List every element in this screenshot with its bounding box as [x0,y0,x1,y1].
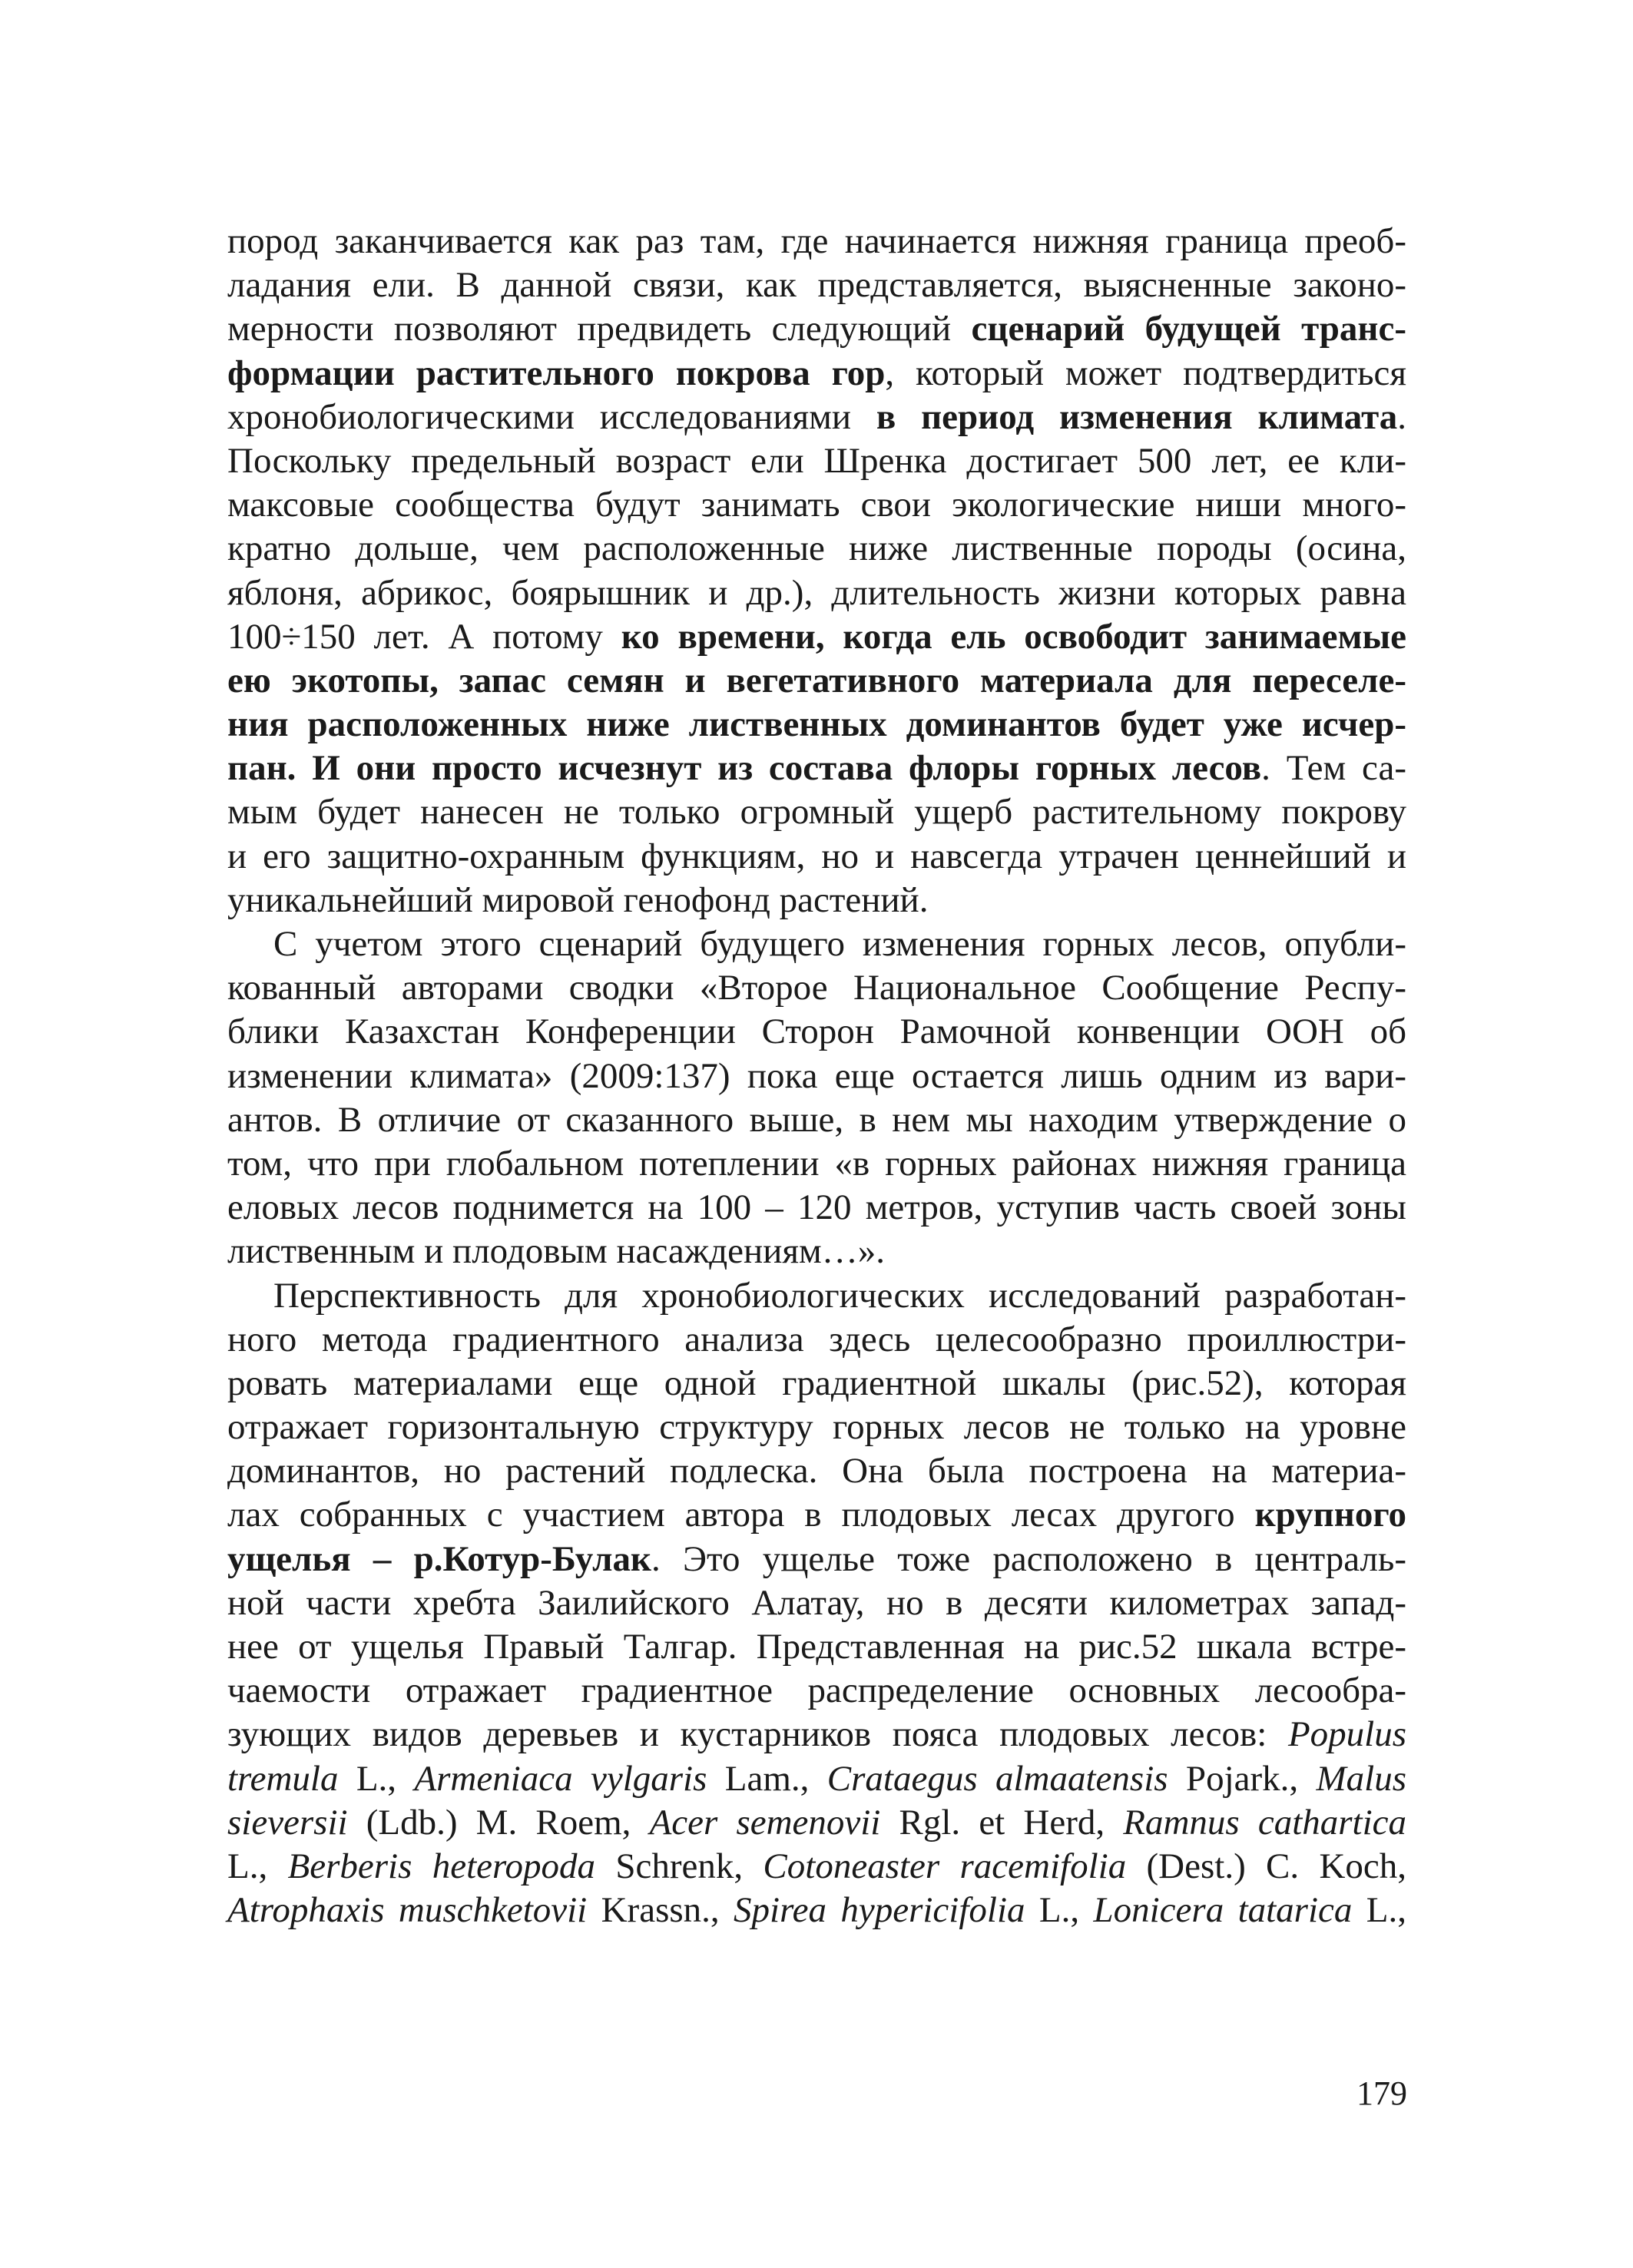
paragraph-first-line [227,922,1406,966]
text-run: отражает горизонтальную структуру горных лесов не только на уровне [227,1407,1406,1448]
text-line [227,220,1406,263]
text-run: Поскольку предельный возраст ели Шренка достигает 500 лет, ее кли- [227,440,1406,481]
italic-text: Populus [1287,1714,1406,1755]
text-run: 100÷150 лет. А потому [227,616,621,657]
text-line [227,1010,1406,1054]
text-line [227,703,1406,747]
bold-text: пан. И они просто исчезнут из состава флоры горных лесов [227,748,1262,789]
text-line [227,1493,1406,1537]
text-line [227,483,1406,527]
text-line [227,1142,1406,1186]
text-run: С учетом этого сценарий будущего изменения горных лесов, опубли- [273,924,1406,964]
text-run: Pojark., [1168,1758,1317,1799]
text-run: уникальнейший мировой генофонд растений. [227,879,929,920]
text-run: (Dest.) C. Koch, [1126,1846,1406,1886]
paragraph-first-line [227,1274,1406,1318]
text-run: ровать материалами еще одной градиентной шкалы (рис.52), которая [227,1362,1406,1403]
text-line [227,1405,1406,1449]
text-line [227,1362,1406,1405]
bold-text: крупного [1254,1495,1406,1535]
text-line [227,1713,1406,1756]
text-line [227,1889,1406,1932]
text-line [227,1581,1406,1625]
italic-text: Berberis heteropoda [287,1846,596,1886]
italic-text: Malus [1316,1758,1406,1799]
italic-text: Acer semenovii [649,1802,881,1843]
text-run: Lam., [707,1758,827,1799]
text-run: ной части хребта Заилийского Алатау, но в десяти километрах запад- [227,1582,1406,1623]
italic-text: sieversii [227,1802,348,1843]
italic-text: Atrophaxis muschketovii [227,1890,588,1931]
bold-text: ею экотопы, запас семян и вегетативного материала для переселе- [227,660,1406,700]
text-run: еловых лесов поднимется на 100 – 120 метров, уступив часть своей зоны [227,1187,1406,1228]
text-line [227,1055,1406,1098]
italic-text: Lonicera tatarica [1093,1890,1353,1931]
bold-text: ущелья – р.Котур-Булак [227,1538,652,1579]
text-run: (Ldb.) M. Roem, [347,1802,650,1843]
bold-text: формации растительного покрова гор [227,353,886,393]
text-run: изменении климата» (2009:137) пока еще остается лишь одним из вари- [227,1055,1406,1096]
text-run: лиственным и плодовым насаждениям…». [227,1231,885,1272]
text-run: Schrenk, [595,1846,764,1886]
bold-text: ния расположенных ниже лиственных доминантов будет уже исчер- [227,704,1406,745]
text-run: Krassn., [587,1890,734,1931]
body-text [227,220,1406,1932]
text-run: том, что при глобальном потеплении «в горных районах нижняя граница [227,1143,1406,1184]
text-line [227,352,1406,396]
text-run: блики Казахстан Конференции Сторон Рамочной конвенции ООН об [227,1011,1406,1052]
text-line [227,1538,1406,1581]
text-run: . Тем са- [1261,748,1406,789]
text-line [227,1230,1406,1273]
text-run: L., [338,1758,415,1799]
text-run: . [1397,396,1406,437]
text-line [227,659,1406,703]
text-line [227,1449,1406,1493]
bold-text: в период изменения климата [876,396,1398,437]
text-line [227,1625,1406,1669]
italic-text: Crataegus almaatensis [826,1758,1168,1799]
text-line [227,966,1406,1010]
text-line [227,527,1406,571]
text-run: кованный авторами сводки «Второе Национальное Сообщение Респу- [227,968,1406,1008]
text-run: пород заканчивается как раз там, где начинается нижняя граница преоб- [227,221,1406,261]
text-run: хронобиологическими исследованиями [227,396,876,437]
page-number: 179 [1356,2074,1407,2112]
text-run: чаемости отражает градиентное распределение основных лесообра- [227,1670,1406,1711]
text-run: ного метода градиентного анализа здесь целесообразно проиллюстри- [227,1319,1406,1359]
text-run: мерности позволяют предвидеть следующий [227,309,972,349]
italic-text: tremula [227,1758,339,1799]
bold-text: сценарий будущей транс- [971,309,1406,349]
text-run: , который может подтвердиться [885,353,1406,393]
text-run: зующих видов деревьев и кустарников пояса плодовых лесов: [227,1714,1288,1755]
text-line [227,1757,1406,1801]
text-run: L., [227,1846,288,1886]
bold-text: ко времени, когда ель освободит занимаемые [621,616,1406,657]
text-run: антов. В отличие от сказанного выше, в нем мы находим утверждение о [227,1099,1406,1140]
text-line [227,307,1406,351]
text-run: нее от ущелья Правый Талгар. Представленная на рис.52 шкала встре- [227,1627,1406,1667]
text-line [227,1186,1406,1230]
text-line [227,1318,1406,1362]
text-run: ладания ели. В данной связи, как представляется, выясненные законо- [227,265,1406,306]
text-run: лах собранных с участием автора в плодовых лесах другого [227,1495,1255,1535]
italic-text: Cotoneaster racemifolia [763,1846,1127,1886]
text-line [227,1669,1406,1713]
text-run: Перспективность для хронобиологических исследований разработан- [273,1275,1406,1316]
text-line [227,835,1406,879]
text-line [227,1845,1406,1889]
text-line [227,396,1406,439]
text-run: L., [1025,1890,1094,1931]
text-line [227,747,1406,790]
text-line [227,439,1406,483]
text-run: мым будет нанесен не только огромный ущерб растительному покрову [227,792,1406,833]
text-line [227,790,1406,834]
text-line [227,615,1406,659]
text-run: кратно дольше, чем расположенные ниже лиственные породы (осина, [227,528,1406,569]
text-run: . Это ущелье тоже расположено в централь- [651,1538,1406,1579]
italic-text: Spirea hypericifolia [734,1890,1025,1931]
text-line [227,263,1406,307]
text-run: доминантов, но растений подлеска. Она была построена на материа- [227,1451,1406,1492]
italic-text: Armeniaca vylgaris [414,1758,707,1799]
text-run: яблоня, абрикос, боярышник и др.), длительность жизни которых равна [227,572,1406,613]
text-run: и его защитно-охранным функциям, но и навсегда утрачен ценнейший и [227,836,1406,876]
text-line [227,1098,1406,1142]
text-line [227,879,1406,922]
text-run: Rgl. et Herd, [880,1802,1124,1843]
text-line [227,571,1406,615]
italic-text: Ramnus cathartica [1123,1802,1406,1843]
text-line [227,1801,1406,1845]
text-run: максовые сообщества будут занимать свои экологические ниши много- [227,485,1406,525]
text-run: L., [1352,1890,1406,1931]
